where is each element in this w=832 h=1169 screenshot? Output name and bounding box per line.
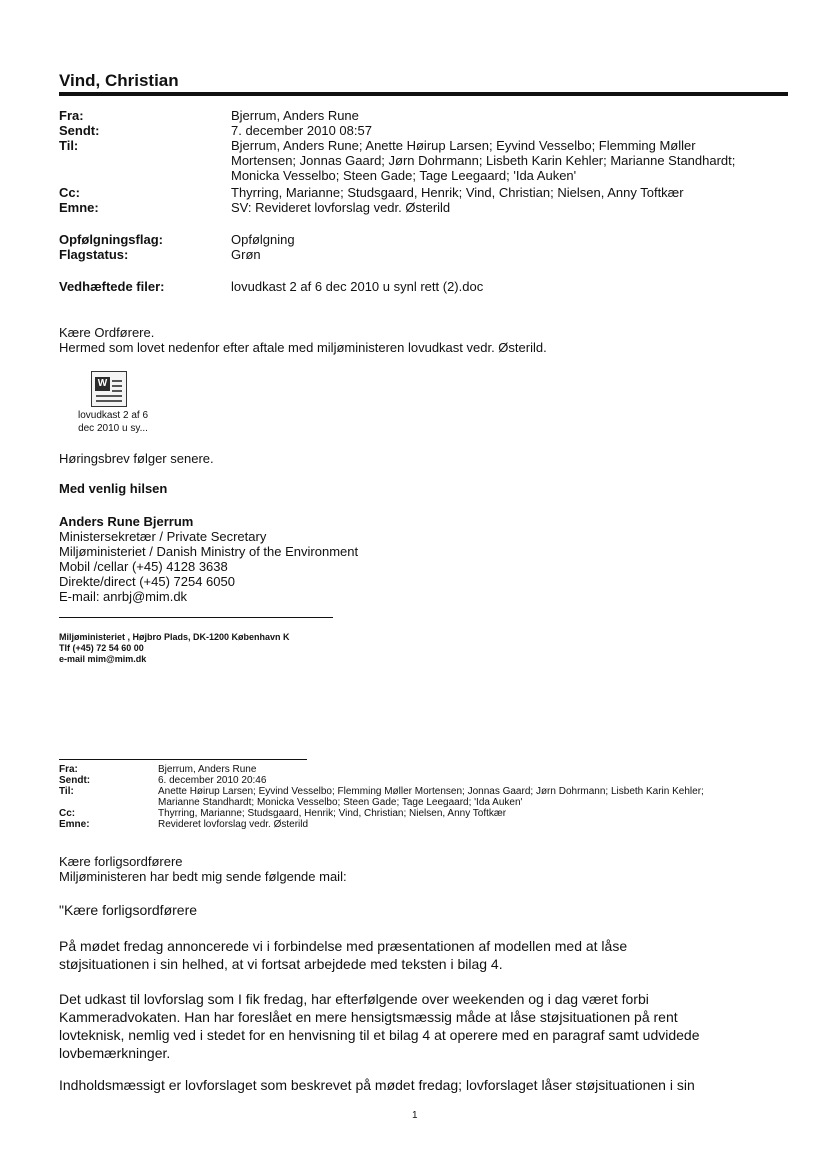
- to-line: Bjerrum, Anders Rune; Anette Høirup Larsen; Eyvind Vesselbo; Flemming Møller: [231, 138, 696, 153]
- flag-label: Opfølgningsflag:: [59, 232, 163, 247]
- subject-value: SV: Revideret lovforslag vedr. Østerild: [231, 200, 451, 215]
- signature-line: Ministersekretær / Private Secretary: [59, 529, 267, 544]
- title-rule: [59, 92, 788, 96]
- forward-divider: [59, 759, 307, 760]
- cc-label: Cc:: [59, 185, 80, 200]
- from-label: Fra:: [59, 764, 78, 775]
- from-value: Bjerrum, Anders Rune: [231, 108, 359, 123]
- hearing-note: Høringsbrev følger senere.: [59, 451, 214, 466]
- intro-line: Hermed som lovet nedenfor efter aftale med miljøministeren lovudkast vedr. Østerild.: [59, 340, 547, 355]
- attachments-value[interactable]: lovudkast 2 af 6 dec 2010 u synl rett (2).doc: [231, 279, 484, 294]
- attachment-caption[interactable]: lovudkast 2 af 6 dec 2010 u sy...: [77, 410, 149, 434]
- paragraph-2: Det udkast til lovforslag som I fik fredag, har efterfølgende over weekenden og i dag været forbi Kammeradvokaten. Han har foreslået en mere hensigtsmæssig måde at låse støjsituationen på rent lovteknisk, nemlig ved i stedet for en henvisning til et bilag 4 at operere med en paragraf samt udvidede lovbemærkninger.: [59, 991, 700, 1061]
- signature-email[interactable]: E-mail: anrbj@mim.dk: [59, 589, 188, 604]
- to-label: Til:: [59, 786, 74, 797]
- to-line: Monicka Vesselbo; Steen Gade; Tage Leegaard; 'Ida Auken': [231, 168, 577, 183]
- page-title: Vind, Christian: [59, 71, 179, 90]
- quote-greeting: "Kære forligsordførere: [59, 902, 198, 918]
- to-line: Mortensen; Jonnas Gaard; Jørn Dohrmann; Lisbeth Karin Kehler; Marianne Standhardt;: [231, 153, 736, 168]
- sent-value: 6. december 2010 20:46: [158, 775, 267, 786]
- regards: Med venlig hilsen: [59, 481, 168, 496]
- email-header-2: [59, 764, 799, 844]
- subject-label: Emne:: [59, 819, 90, 830]
- flagstatus-label: Flagstatus:: [59, 247, 129, 262]
- paragraph-1: På mødet fredag annoncerede vi i forbindelse med præsentationen af modellen med at låse støjsituationen i sin helhed, at vi fortsat arbejdede med teksten i bilag 4.: [59, 938, 628, 972]
- intro-line-2: Miljøministeren har bedt mig sende følgende mail:: [59, 869, 347, 884]
- greeting: Kære Ordførere.: [59, 325, 155, 340]
- signature-line: Mobil /cellar (+45) 4128 3638: [59, 559, 228, 574]
- sent-label: Sendt:: [59, 123, 100, 138]
- email-header-1: [59, 108, 799, 298]
- to-label: Til:: [59, 138, 79, 153]
- cc-label: Cc:: [59, 808, 76, 819]
- signature-name: Anders Rune Bjerrum: [59, 514, 194, 529]
- to-line: Anette Høirup Larsen; Eyvind Vesselbo; Flemming Møller Mortensen; Jonnas Gaard; Jørn Dohrmann; Lisbeth Karin Kehler;: [158, 786, 704, 797]
- cc-value: Thyrring, Marianne; Studsgaard, Henrik; Vind, Christian; Nielsen, Anny Toftkær: [231, 185, 684, 200]
- greeting-2: Kære forligsordførere: [59, 854, 183, 869]
- attachments-label: Vedhæftede filer:: [59, 279, 165, 294]
- flag-value: Opfølgning: [231, 232, 295, 247]
- flagstatus-value: Grøn: [231, 247, 261, 262]
- sent-value: 7. december 2010 08:57: [231, 123, 372, 138]
- paragraph-3: Indholdsmæssigt er lovforslaget som beskrevet på mødet fredag; lovforslaget låser støjsituationen i sin: [59, 1077, 695, 1093]
- page-number: 1: [412, 1110, 418, 1121]
- subject-value: Revideret lovforslag vedr. Østerild: [158, 819, 309, 830]
- sent-label: Sendt:: [59, 775, 91, 786]
- subject-label: Emne:: [59, 200, 99, 215]
- ministry-footer: Miljøministeriet , Højbro Plads, DK-1200 København K Tlf (+45) 72 54 60 00 e-mail mim@mim.dk: [59, 632, 290, 664]
- word-document-icon[interactable]: W: [91, 371, 127, 407]
- signature-line: Direkte/direct (+45) 7254 6050: [59, 574, 235, 589]
- cc-value: Thyrring, Marianne; Studsgaard, Henrik; Vind, Christian; Nielsen, Anny Toftkær: [158, 808, 507, 819]
- from-label: Fra:: [59, 108, 84, 123]
- signature-line: Miljøministeriet / Danish Ministry of the Environment: [59, 544, 359, 559]
- from-value: Bjerrum, Anders Rune: [158, 764, 257, 775]
- to-line: Marianne Standhardt; Monicka Vesselbo; Steen Gade; Tage Leegaard; 'Ida Auken': [158, 797, 523, 808]
- signature-divider: [59, 617, 333, 618]
